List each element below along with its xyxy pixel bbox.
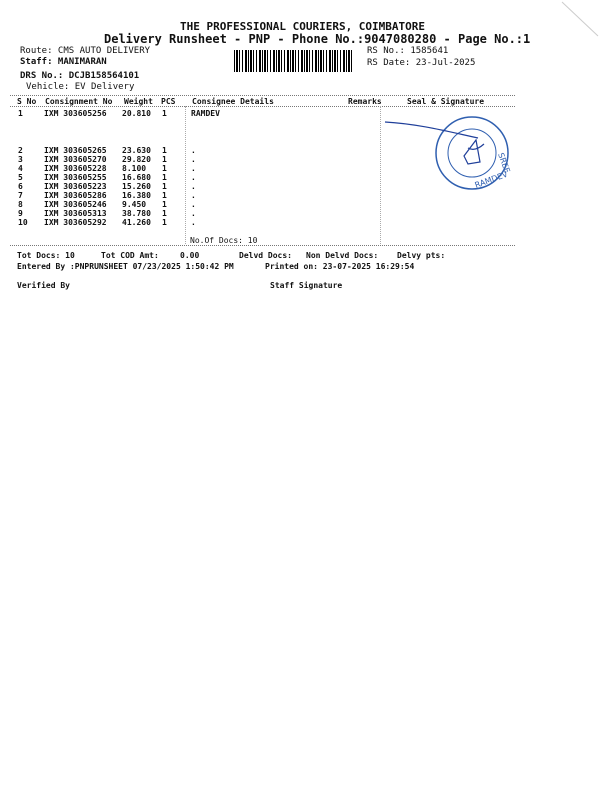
col-weight: Weight: [124, 97, 153, 106]
col-pcs: PCS: [161, 97, 176, 106]
cell-weight: 23.630: [122, 146, 151, 155]
delvy-pts: Delvy pts:: [397, 251, 446, 260]
cell-consignment: IXM 303605255: [44, 173, 107, 182]
cell-sno: 4: [18, 164, 23, 173]
staff-label: Staff: MANIMARAN: [20, 57, 107, 67]
tot-cod-value: 0.00: [180, 251, 200, 260]
cell-consignment: IXM 303605256: [44, 109, 107, 118]
seal-stamp: [380, 108, 520, 208]
cell-consignee: .: [191, 173, 196, 182]
cell-weight: 9.450: [122, 200, 147, 209]
table-bottom-rule: [10, 245, 515, 246]
route-label: Route: CMS AUTO DELIVERY: [20, 46, 151, 56]
cell-pcs: 1: [162, 191, 167, 200]
cell-sno: 3: [18, 155, 23, 164]
cell-consignee: .: [191, 200, 196, 209]
cell-pcs: 1: [162, 182, 167, 191]
signature-scribble: [464, 140, 484, 164]
cell-pcs: 1: [162, 155, 167, 164]
cell-consignment: IXM 303605246: [44, 200, 107, 209]
cell-consignee: .: [191, 155, 196, 164]
cell-consignee: .: [191, 191, 196, 200]
cell-weight: 29.820: [122, 155, 151, 164]
cell-weight: 16.380: [122, 191, 151, 200]
tot-docs: Tot Docs: 10: [17, 251, 75, 260]
cell-sno: 5: [18, 173, 23, 182]
rs-date: RS Date: 23-Jul-2025: [367, 58, 476, 68]
cell-consignee: .: [191, 146, 196, 155]
stamp-text-bottom: RAMDEV: [473, 169, 509, 190]
col-consignment: Consignment No: [45, 97, 113, 106]
vehicle-label: Vehicle: EV Delivery: [26, 82, 135, 92]
cell-sno: 1: [18, 109, 23, 118]
rs-number: RS No.: 1585641: [367, 46, 449, 56]
cell-pcs: 1: [162, 200, 167, 209]
cell-weight: 20.810: [122, 109, 151, 118]
cell-pcs: 1: [162, 209, 167, 218]
col-sno: S No: [17, 97, 37, 106]
cell-consignment: IXM 303605265: [44, 146, 107, 155]
col-seal: Seal & Signature: [407, 97, 485, 106]
non-delvd-docs: Non Delvd Docs:: [306, 251, 379, 260]
table-header-rule: [10, 106, 515, 107]
staff-signature: Staff Signature: [270, 281, 343, 290]
table-top-rule: [10, 95, 515, 96]
cell-weight: 41.260: [122, 218, 151, 227]
cell-sno: 6: [18, 182, 23, 191]
cell-consignment: IXM 303605313: [44, 209, 107, 218]
cell-weight: 15.260: [122, 182, 151, 191]
document-title: Delivery Runsheet - PNP - Phone No.:9047080280 - Page No.:1: [104, 32, 531, 46]
no-of-docs: No.Of Docs: 10: [190, 236, 258, 245]
scan-mark: [560, 0, 600, 40]
cell-consignment: IXM 303605270: [44, 155, 107, 164]
cell-consignment: IXM 303605223: [44, 182, 107, 191]
cell-sno: 2: [18, 146, 23, 155]
cell-consignment: IXM 303605228: [44, 164, 107, 173]
cell-pcs: 1: [162, 109, 167, 118]
cell-consignee: .: [191, 209, 196, 218]
cell-consignee: .: [191, 164, 196, 173]
cell-pcs: 1: [162, 218, 167, 227]
drs-number: DRS No.: DCJB158564101: [20, 71, 140, 81]
cell-weight: 38.780: [122, 209, 151, 218]
barcode: [234, 50, 354, 72]
cell-consignee: RAMDEV: [191, 109, 220, 118]
tot-cod-label: Tot COD Amt:: [101, 251, 159, 260]
cell-sno: 9: [18, 209, 23, 218]
cell-pcs: 1: [162, 146, 167, 155]
printed-on: Printed on: 23-07-2025 16:29:54: [265, 262, 415, 271]
cell-consignment: IXM 303605292: [44, 218, 107, 227]
cell-pcs: 1: [162, 164, 167, 173]
cell-consignee: .: [191, 218, 196, 227]
cell-consignment: IXM 303605286: [44, 191, 107, 200]
cell-sno: 8: [18, 200, 23, 209]
entered-by: Entered By :PNPRUNSHEET 07/23/2025 1:50:42 PM: [17, 262, 234, 271]
cell-consignee: .: [191, 182, 196, 191]
company-name: THE PROFESSIONAL COURIERS, COIMBATORE: [180, 20, 426, 33]
delvd-docs: Delvd Docs:: [239, 251, 292, 260]
stamp-text-top: SREE: [496, 151, 512, 175]
col-consignee: Consignee Details: [192, 97, 274, 106]
table-row: [0, 218, 600, 228]
cell-weight: 8.100: [122, 164, 147, 173]
cell-weight: 16.680: [122, 173, 151, 182]
cell-sno: 7: [18, 191, 23, 200]
verified-by: Verified By: [17, 281, 70, 290]
cell-sno: 10: [18, 218, 28, 227]
cell-pcs: 1: [162, 173, 167, 182]
col-remarks: Remarks: [348, 97, 382, 106]
